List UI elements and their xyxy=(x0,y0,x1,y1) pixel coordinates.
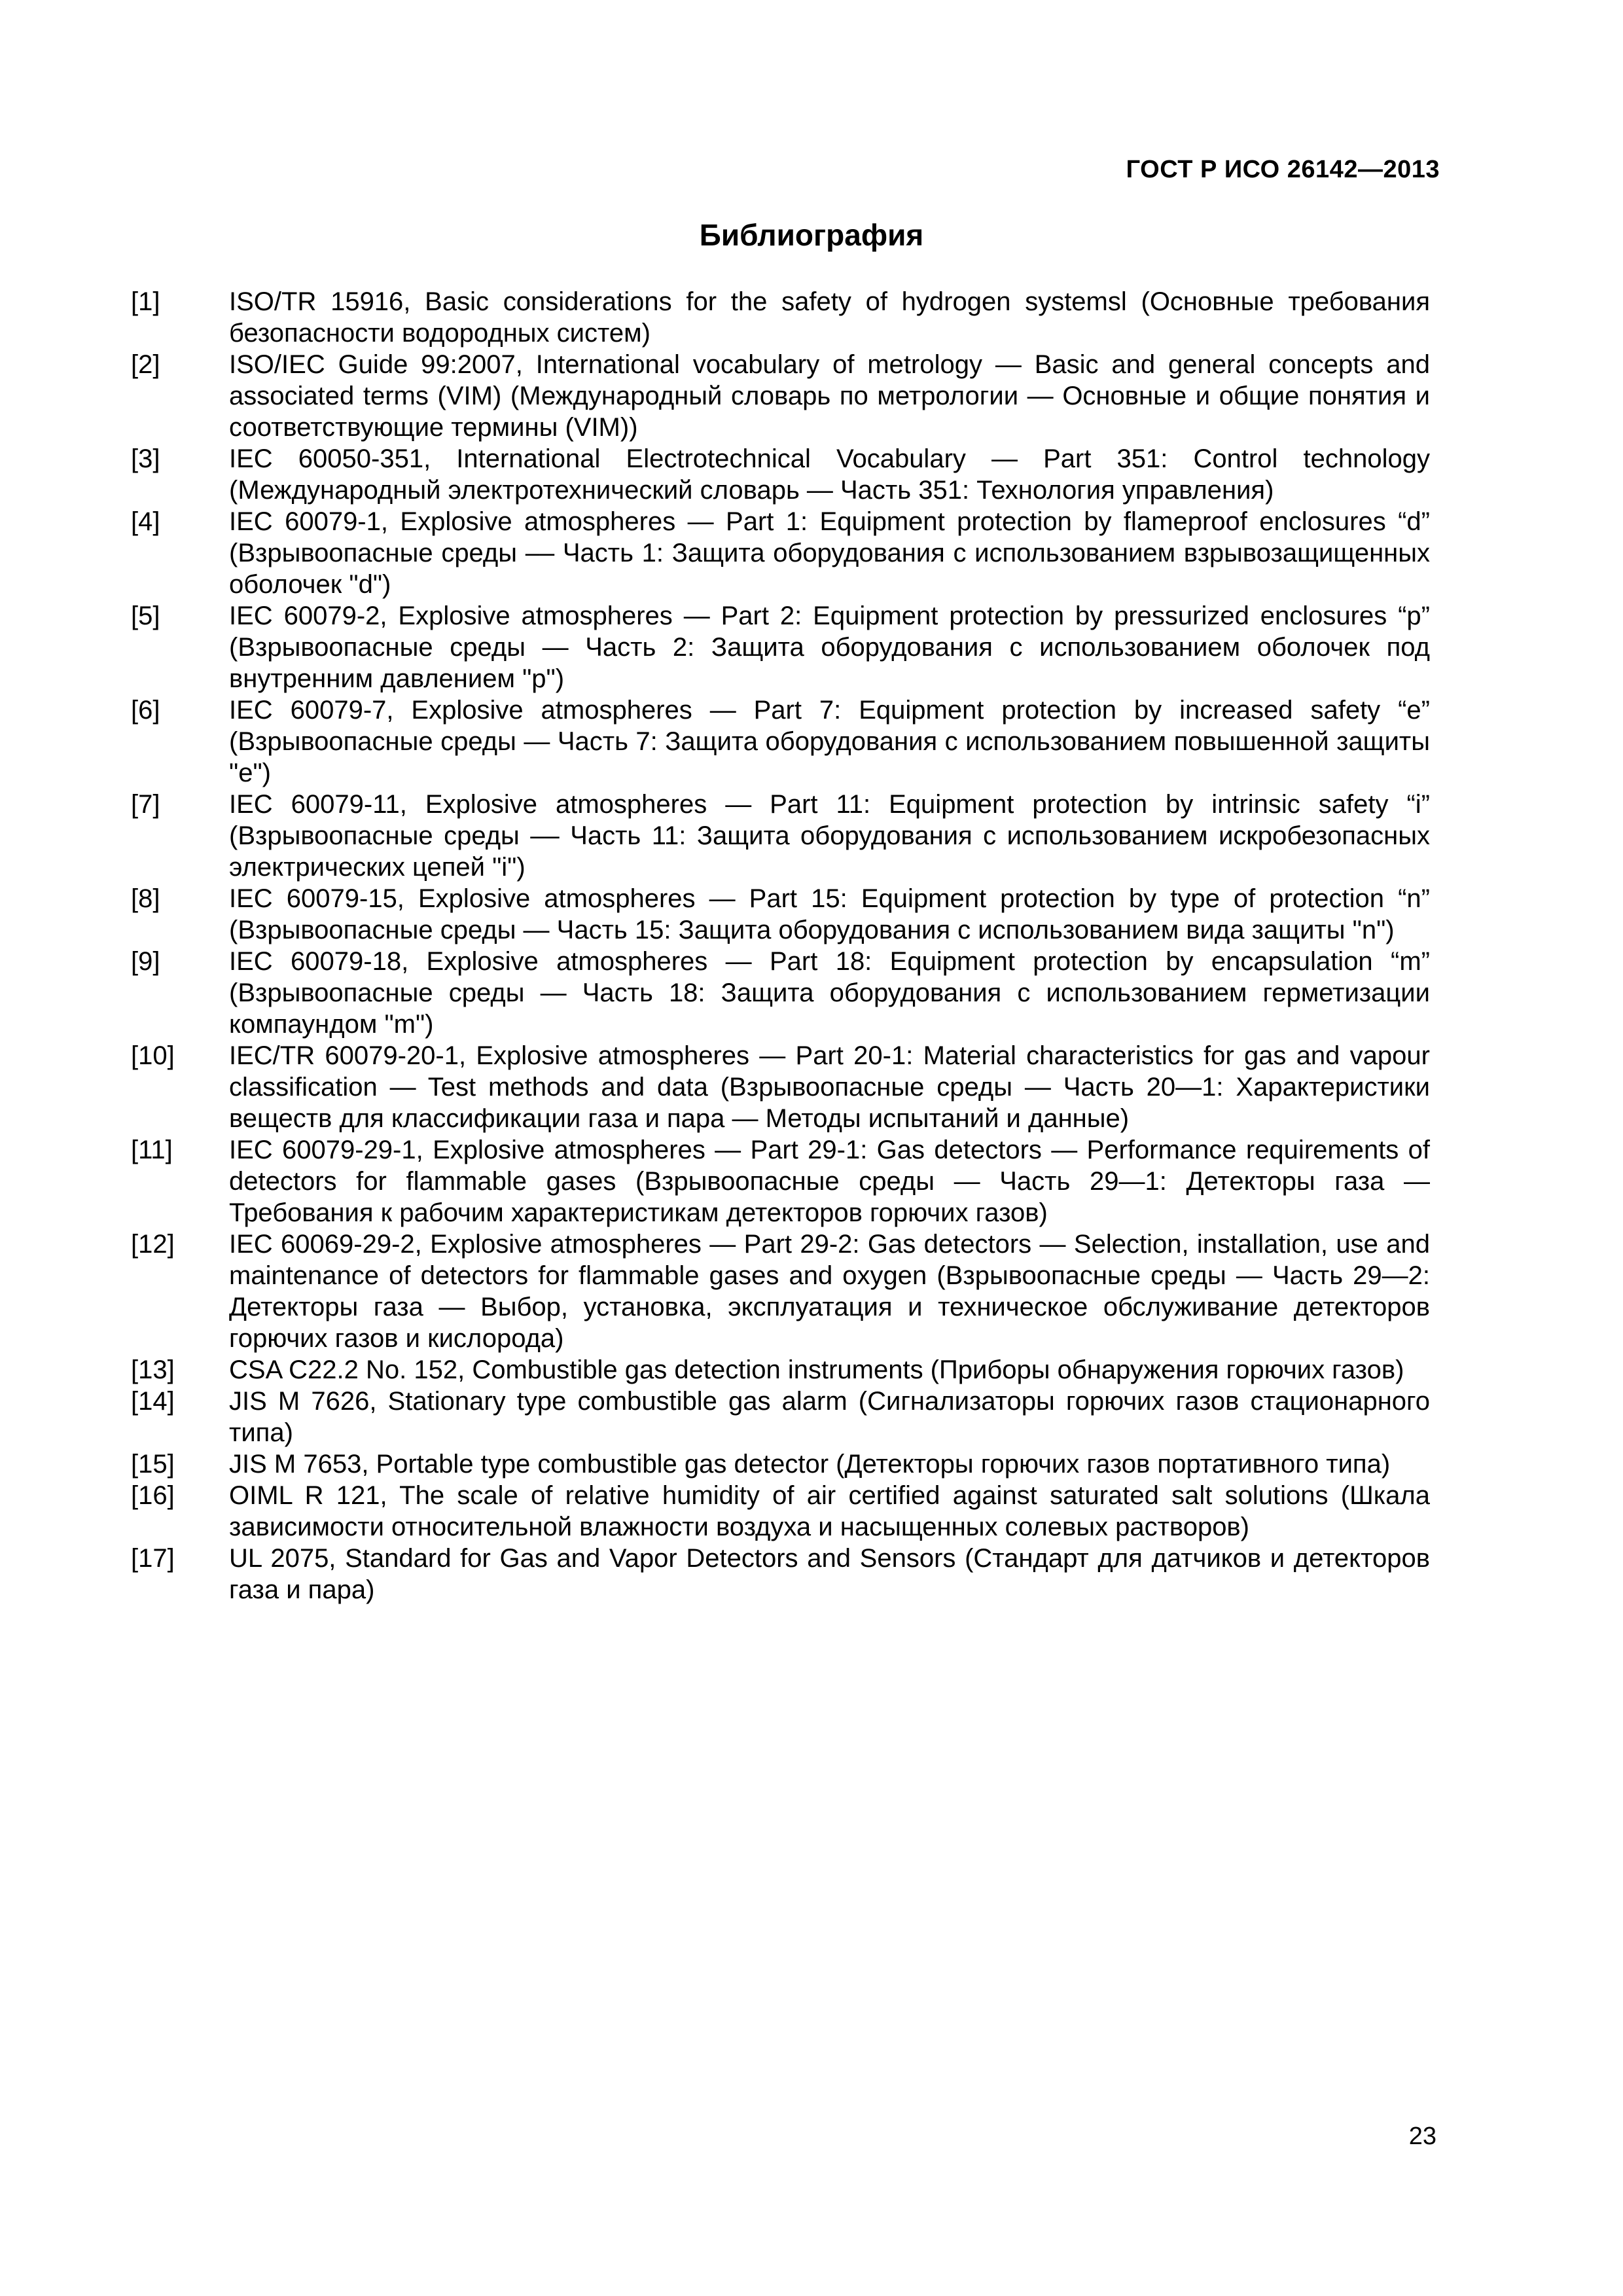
bibliography-entry xyxy=(131,506,1430,600)
bibliography-entry xyxy=(131,1354,1430,1386)
entry-number: [12] xyxy=(131,1230,175,1259)
entry-text: IEC 60079-11, Explosive atmospheres — Part 11: Equipment protection by intrinsic safety “i” (Взрывоопасные среды –– Часть 11: Защита оборудования с использованием искробезопасных электрических цепей "i") xyxy=(229,790,1430,882)
entry-number: [17] xyxy=(131,1544,175,1573)
bibliography-entry xyxy=(131,1134,1430,1229)
page-title: Библиография xyxy=(699,218,924,252)
entry-number: [13] xyxy=(131,1355,175,1384)
entry-number: [10] xyxy=(131,1041,175,1070)
bibliography-entry xyxy=(131,1229,1430,1354)
bibliography-entry xyxy=(131,443,1430,506)
bibliography-entry xyxy=(131,349,1430,443)
bibliography-entry xyxy=(131,694,1430,789)
entry-number: [6] xyxy=(131,696,160,725)
entry-text: IEC 60079-15, Explosive atmospheres — Part 15: Equipment protection by type of protection “n” (Взрывоопасные среды — Часть 15: Защита оборудования с использованием вида защиты "n") xyxy=(229,884,1430,944)
bibliography-entry xyxy=(131,1448,1430,1480)
bibliography-entry xyxy=(131,1386,1430,1448)
document-id: ГОСТ Р ИСО 26142—2013 xyxy=(1126,156,1440,183)
entry-text: IEC 60069-29-2, Explosive atmospheres — Part 29-2: Gas detectors — Selection, installation, use and maintenance of detectors for flammable gases and oxygen (Взрывоопасные среды — Часть 29—2: Детекторы газа — Выбор, установка, эксплуатация и техническое обслуживание детекторов горючих газов и кислорода) xyxy=(229,1230,1430,1353)
entry-text: IEC/TR 60079-20-1, Explosive atmospheres — Part 20-1: Material characteristics for gas and vapour classification — Test methods and data (Взрывоопасные среды — Часть 20—1: Характеристики веществ для классификации газа и пара — Методы испытаний и данные) xyxy=(229,1041,1430,1133)
entry-text: IEC 60079-29-1, Explosive atmospheres — Part 29-1: Gas detectors — Performance requirements of detectors for flammable gases (Взрывоопасные среды — Часть 29—1: Детекторы газа — Требования к рабочим характеристикам детекторов горючих газов) xyxy=(229,1136,1430,1227)
entry-text: CSA C22.2 No. 152, Combustible gas detection instruments (Приборы обнаружения горючих газов) xyxy=(229,1355,1404,1384)
entry-text: OIML R 121, The scale of relative humidity of air certified against saturated salt solutions (Шкала зависимости относительной влажности воздуха и насыщенных солевых растворов) xyxy=(229,1481,1430,1541)
bibliography-entry xyxy=(131,883,1430,946)
entry-text: IEC 60079-18, Explosive atmospheres — Part 18: Equipment protection by encapsulation “m” (Взрывоопасные среды — Часть 18: Защита оборудования с использованием герметизации компаундом "m") xyxy=(229,947,1430,1039)
entry-text: IEC 60079-2, Explosive atmospheres — Part 2: Equipment protection by pressurized enclosures “p” (Взрывоопасные среды — Часть 2: Защита оборудования с использованием оболочек под внутренним давлением "p") xyxy=(229,601,1430,693)
entry-number: [11] xyxy=(131,1136,173,1164)
bibliography-entry xyxy=(131,1040,1430,1134)
bibliography-list xyxy=(131,286,1430,1605)
entry-number: [1] xyxy=(131,287,160,316)
entry-number: [7] xyxy=(131,790,160,819)
entry-text: ISO/TR 15916, Basic considerations for the safety of hydrogen systemsl (Основные требования безопасности водородных систем) xyxy=(229,287,1430,348)
entry-text: IEC 60079-7, Explosive atmospheres — Part 7: Equipment protection by increased safety “e” (Взрывоопасные среды — Часть 7: Защита оборудования с использованием повышенной защиты "e") xyxy=(229,696,1430,787)
entry-number: [3] xyxy=(131,444,160,473)
entry-number: [16] xyxy=(131,1481,175,1510)
bibliography-entry xyxy=(131,946,1430,1040)
page-number: 23 xyxy=(1408,2123,1436,2150)
bibliography-entry xyxy=(131,600,1430,694)
entry-text: JIS M 7653, Portable type combustible gas detector (Детекторы горючих газов портативного типа) xyxy=(229,1450,1391,1479)
entry-number: [2] xyxy=(131,350,160,379)
entry-number: [9] xyxy=(131,947,160,976)
entry-text: IEC 60079-1, Explosive atmospheres — Part 1: Equipment protection by flameproof enclosures “d” (Взрывоопасные среды –– Часть 1: Защита оборудования с использованием взрывозащищенных оболочек "d") xyxy=(229,507,1430,599)
entry-text: JIS M 7626, Stationary type combustible gas alarm (Сигнализаторы горючих газов стационарного типа) xyxy=(229,1387,1430,1447)
entry-number: [14] xyxy=(131,1387,175,1416)
entry-text: ISO/IEC Guide 99:2007, International vocabulary of metrology — Basic and general concepts and associated terms (VIM) (Международный словарь по метрологии — Основные и общие понятия и соответствующие термины (VIM)) xyxy=(229,350,1430,442)
entry-text: UL 2075, Standard for Gas and Vapor Detectors and Sensors (Стандарт для датчиков и детекторов газа и пара) xyxy=(229,1544,1430,1604)
entry-number: [8] xyxy=(131,884,160,913)
bibliography-entry xyxy=(131,286,1430,349)
bibliography-entry xyxy=(131,1480,1430,1543)
entry-text: IEC 60050-351, International Electrotechnical Vocabulary — Part 351: Control technology (Международный электротехнический словарь — Часть 351: Технология управления) xyxy=(229,444,1430,505)
entry-number: [15] xyxy=(131,1450,175,1479)
bibliography-entry xyxy=(131,789,1430,883)
entry-number: [5] xyxy=(131,601,160,630)
bibliography-entry xyxy=(131,1543,1430,1605)
entry-number: [4] xyxy=(131,507,160,536)
